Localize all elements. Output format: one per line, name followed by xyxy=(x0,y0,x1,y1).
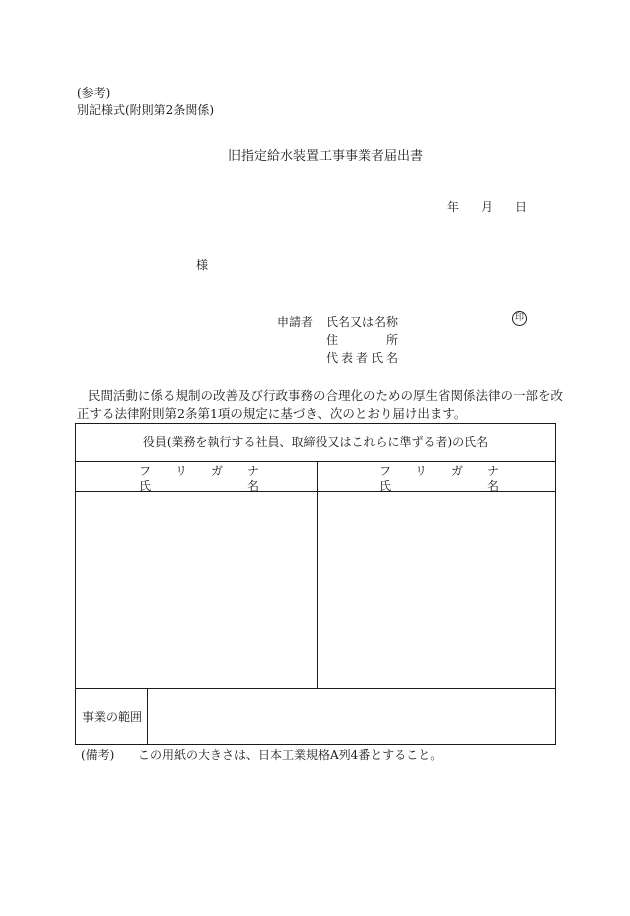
date-month-label: 月 xyxy=(481,200,494,214)
furigana-char: ガ xyxy=(450,464,463,478)
seal-icon: 印 xyxy=(512,311,527,326)
reference-label: (参考) xyxy=(77,86,111,100)
business-scope-label: 事業の範囲 xyxy=(82,710,143,724)
furigana-char: ナ xyxy=(246,464,259,478)
column-divider xyxy=(317,461,318,688)
applicant-address-label xyxy=(326,331,398,348)
representative-char: 氏 xyxy=(370,351,383,365)
addressee-honorific: 様 xyxy=(196,258,209,272)
representative-char: 表 xyxy=(340,351,353,365)
furigana-char: フ xyxy=(139,464,152,478)
officers-table-header: 役員(業務を執行する社員、取締役又はこれらに準ずる者)の氏名 xyxy=(76,424,555,462)
name-char: 氏 xyxy=(139,479,152,493)
representative-char: 名 xyxy=(385,351,398,365)
remark-text: この用紙の大きさは、日本工業規格A列4番とすること。 xyxy=(138,748,443,762)
name-char: 氏 xyxy=(379,479,392,493)
officers-table xyxy=(75,423,556,745)
document-title: 旧指定給水装置工事事業者届出書 xyxy=(228,149,424,164)
body-text-line: 正する法律附則第2条第1項の規定に基づき、次のとおり届け出ます。 xyxy=(77,406,467,421)
applicant-label: 申請者 xyxy=(277,315,314,329)
address-char: 住 xyxy=(326,333,339,347)
representative-char: 代 xyxy=(326,351,339,365)
furigana-char: フ xyxy=(379,464,392,478)
scope-column-divider xyxy=(147,688,148,744)
date-year-label: 年 xyxy=(447,200,460,214)
name-char: 名 xyxy=(486,479,499,493)
representative-name-label xyxy=(326,349,398,366)
left-name-header xyxy=(139,477,259,494)
right-name-header xyxy=(379,477,499,494)
form-designation: 別記様式(附則第2条関係) xyxy=(77,103,214,117)
date-day-label: 日 xyxy=(515,200,528,214)
address-char: 所 xyxy=(385,333,398,347)
furigana-char: リ xyxy=(414,464,427,478)
representative-char: 者 xyxy=(355,351,368,365)
remark-label: (備考) xyxy=(81,748,115,762)
name-char: 名 xyxy=(246,479,259,493)
furigana-char: ガ xyxy=(210,464,223,478)
furigana-char: リ xyxy=(174,464,187,478)
furigana-char: ナ xyxy=(486,464,499,478)
body-text-line: 民間活動に係る規制の改善及び行政事務の合理化のための厚生省関係法律の一部を改 xyxy=(88,388,564,403)
applicant-name-label: 氏名又は名称 xyxy=(326,315,399,329)
